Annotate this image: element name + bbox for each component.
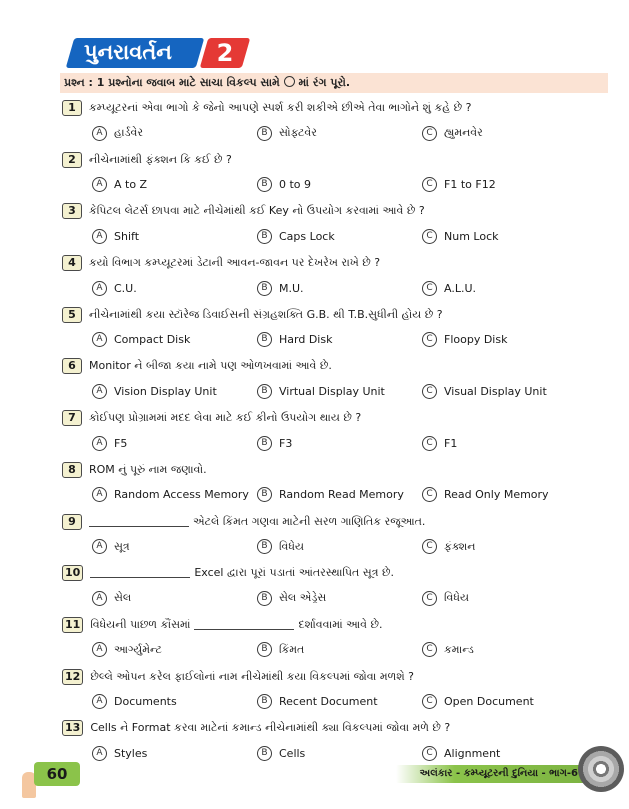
fill-blank-line bbox=[89, 517, 189, 527]
circle-icon bbox=[284, 76, 295, 87]
question-line bbox=[62, 303, 610, 327]
option-letter-circle[interactable]: B bbox=[257, 487, 272, 502]
option-choice[interactable] bbox=[92, 177, 257, 192]
question-text: નીચેનામાંથી ફંક્શન કિ કઈ છે ? bbox=[89, 152, 232, 166]
option-row bbox=[62, 275, 610, 301]
option-choice[interactable] bbox=[92, 642, 257, 657]
option-choice[interactable] bbox=[422, 332, 507, 347]
option-choice[interactable] bbox=[257, 177, 422, 192]
option-row bbox=[62, 689, 610, 715]
question-item bbox=[62, 354, 610, 406]
option-text: 0 to 9 bbox=[279, 178, 312, 192]
question-text: છેલ્લે ઓપન કરેલ ફાઈલોનાં નામ નીચેમાંથી કયા વિકલ્પમાં જોવા મળશે ? bbox=[90, 669, 415, 683]
question-item bbox=[62, 251, 610, 303]
option-choice[interactable] bbox=[257, 229, 422, 244]
option-letter-circle[interactable]: B bbox=[257, 384, 272, 399]
question-item bbox=[62, 148, 610, 200]
question-item bbox=[62, 303, 610, 355]
option-text: F3 bbox=[279, 436, 293, 450]
option-choice[interactable] bbox=[422, 591, 469, 606]
option-text: F1 bbox=[444, 436, 458, 450]
question-item bbox=[62, 96, 610, 148]
option-row bbox=[62, 172, 610, 198]
option-text: હાર્ડવેર bbox=[114, 126, 144, 139]
option-text: Documents bbox=[114, 695, 177, 709]
option-choice[interactable] bbox=[92, 332, 257, 347]
question-text: એટલે કિંમત ગણવા માટેની સરળ ગાણિતિક રજૂઆત. bbox=[193, 514, 426, 528]
option-text: Open Document bbox=[444, 695, 534, 709]
book-title-bar: અલંકાર - કમ્પ્યૂટરની દુનિયા - ભાગ-6 bbox=[396, 765, 592, 783]
page-number-tab bbox=[14, 760, 66, 788]
option-text: Alignment bbox=[444, 746, 501, 760]
option-choice[interactable] bbox=[257, 126, 422, 141]
option-text: સોફ્ટવેર bbox=[279, 126, 317, 139]
option-text: વિધેય bbox=[279, 539, 304, 553]
option-row bbox=[62, 534, 610, 560]
question-item bbox=[62, 406, 610, 458]
option-text: Compact Disk bbox=[114, 333, 191, 347]
option-letter-circle[interactable]: B bbox=[257, 694, 272, 709]
option-letter-circle[interactable]: B bbox=[257, 539, 272, 554]
option-letter-circle[interactable]: C bbox=[422, 332, 437, 347]
option-choice[interactable] bbox=[422, 177, 496, 192]
question-line bbox=[62, 199, 610, 223]
option-choice[interactable] bbox=[257, 539, 422, 554]
instruction-text: પ્રશ્ન : 1 પ્રશ્નોના જવાબ માટે સાચા વિકલ્પ સામે bbox=[64, 76, 280, 89]
option-letter-circle[interactable]: C bbox=[422, 436, 437, 451]
question-text: કયો વિભાગ કમ્પ્યૂટરમાં ડેટાની આવન-જાવન પર દેખરેખ રાખે છે ? bbox=[89, 256, 381, 270]
question-text: વિધેયની પાછળ કૌંસમાં bbox=[90, 617, 191, 631]
option-letter-circle[interactable]: A bbox=[92, 487, 107, 502]
option-text: Read Only Memory bbox=[444, 488, 549, 502]
option-text: હ્યુમનવેર bbox=[444, 126, 483, 139]
option-choice[interactable] bbox=[422, 539, 475, 554]
question-item bbox=[62, 561, 610, 613]
option-choice[interactable] bbox=[422, 642, 474, 657]
option-text: Styles bbox=[114, 746, 148, 760]
option-choice[interactable] bbox=[422, 126, 483, 141]
option-choice[interactable] bbox=[92, 694, 257, 709]
question-number: 9 bbox=[62, 514, 82, 530]
question-line bbox=[62, 613, 610, 637]
question-number: 5 bbox=[62, 307, 82, 323]
option-text: Recent Document bbox=[279, 695, 378, 709]
option-choice[interactable] bbox=[257, 487, 422, 502]
question-text: Excel દ્વારા પૂરાં પડાતાં આંતરસ્થાપિત સૂત્ર છે. bbox=[194, 566, 394, 580]
option-choice[interactable] bbox=[92, 126, 257, 141]
option-text: Random Read Memory bbox=[279, 488, 404, 502]
question-number: 1 bbox=[62, 100, 82, 116]
option-letter-circle[interactable]: A bbox=[92, 746, 107, 761]
question-line bbox=[62, 716, 610, 740]
option-letter-circle[interactable]: C bbox=[422, 384, 437, 399]
option-letter-circle[interactable]: B bbox=[257, 177, 272, 192]
option-row bbox=[62, 120, 610, 146]
option-text: A.L.U. bbox=[444, 281, 477, 295]
question-list bbox=[62, 96, 610, 768]
option-letter-circle[interactable]: B bbox=[257, 642, 272, 657]
option-letter-circle[interactable]: A bbox=[92, 229, 107, 244]
question-text: કેપિટલ લેટર્સ છાપવા માટે નીચેમાંથી કઈ Key નો ઉપયોગ કરવામાં આવે છે ? bbox=[89, 204, 425, 218]
question-number: 13 bbox=[62, 720, 83, 736]
question-number: 6 bbox=[62, 358, 82, 374]
question-number: 3 bbox=[62, 203, 82, 219]
option-letter-circle[interactable]: A bbox=[92, 177, 107, 192]
option-choice[interactable] bbox=[92, 487, 257, 502]
option-text: Shift bbox=[114, 229, 140, 243]
option-choice[interactable] bbox=[92, 229, 257, 244]
option-text: F1 to F12 bbox=[444, 178, 496, 192]
option-text: કમાન્ડ bbox=[444, 642, 474, 656]
option-text: Cells bbox=[279, 746, 306, 760]
section-banner bbox=[70, 38, 248, 68]
question-line bbox=[62, 96, 610, 120]
option-letter-circle[interactable]: C bbox=[422, 591, 437, 606]
option-choice[interactable] bbox=[257, 384, 422, 399]
option-choice[interactable] bbox=[257, 694, 422, 709]
option-text: Caps Lock bbox=[279, 229, 335, 243]
option-row bbox=[62, 740, 610, 766]
option-row bbox=[62, 482, 610, 508]
question-number: 8 bbox=[62, 462, 82, 478]
instruction-bar bbox=[60, 73, 608, 93]
question-item bbox=[62, 199, 610, 251]
option-letter-circle[interactable]: B bbox=[257, 746, 272, 761]
option-text: આર્ગ્યુમેન્ટ bbox=[114, 642, 162, 656]
option-choice[interactable] bbox=[257, 591, 422, 606]
option-letter-circle[interactable]: A bbox=[92, 539, 107, 554]
option-text: સૂત્ર bbox=[114, 539, 130, 553]
option-choice[interactable] bbox=[257, 642, 422, 657]
option-text: વિધેય bbox=[444, 591, 469, 605]
question-text-end: દર્શાવવામાં આવે છે. bbox=[298, 617, 383, 631]
option-choice[interactable] bbox=[422, 694, 534, 709]
option-row bbox=[62, 223, 610, 249]
option-choice[interactable] bbox=[92, 591, 257, 606]
option-letter-circle[interactable]: C bbox=[422, 694, 437, 709]
option-letter-circle[interactable]: B bbox=[257, 332, 272, 347]
option-choice[interactable] bbox=[92, 281, 257, 296]
option-text: Vision Display Unit bbox=[114, 384, 217, 398]
option-letter-circle[interactable]: B bbox=[257, 229, 272, 244]
option-text: C.U. bbox=[114, 281, 137, 295]
fill-blank-line bbox=[194, 620, 294, 630]
question-line bbox=[62, 406, 610, 430]
option-letter-circle[interactable]: C bbox=[422, 229, 437, 244]
option-row bbox=[62, 585, 610, 611]
question-number: 7 bbox=[62, 410, 82, 426]
question-text: Cells ને Format કરવા માટેનાં કમાન્ડ નીચેનામાંથી ક્યા વિકલ્પમાં જોવા મળે છે ? bbox=[90, 721, 451, 735]
fill-blank-line bbox=[90, 568, 190, 578]
option-letter-circle[interactable]: C bbox=[422, 539, 437, 554]
option-choice[interactable] bbox=[422, 229, 499, 244]
option-text: Floopy Disk bbox=[444, 333, 508, 347]
option-letter-circle[interactable]: B bbox=[257, 126, 272, 141]
question-number: 4 bbox=[62, 255, 82, 271]
question-line bbox=[62, 148, 610, 172]
option-choice[interactable] bbox=[257, 746, 422, 761]
question-number: 11 bbox=[62, 617, 83, 633]
option-letter-circle[interactable]: B bbox=[257, 281, 272, 296]
option-letter-circle[interactable]: A bbox=[92, 332, 107, 347]
option-letter-circle[interactable]: C bbox=[422, 281, 437, 296]
option-choice[interactable] bbox=[422, 746, 500, 761]
option-letter-circle[interactable]: A bbox=[92, 384, 107, 399]
option-choice[interactable] bbox=[257, 332, 422, 347]
option-text: Random Access Memory bbox=[114, 488, 249, 502]
option-letter-circle[interactable]: A bbox=[92, 126, 107, 141]
option-choice[interactable] bbox=[257, 436, 422, 451]
option-choice[interactable] bbox=[92, 539, 257, 554]
option-choice[interactable] bbox=[422, 436, 457, 451]
option-letter-circle[interactable]: C bbox=[422, 746, 437, 761]
option-text: સેલ એડ્રેસ bbox=[279, 591, 327, 605]
question-item bbox=[62, 716, 610, 768]
question-line bbox=[62, 510, 610, 534]
question-text: કોઈપણ પ્રોગ્રામમાં મદદ લેવા માટે કઈ કીનો ઉપયોગ થાય છે ? bbox=[89, 411, 362, 425]
option-letter-circle[interactable]: A bbox=[92, 281, 107, 296]
question-item bbox=[62, 458, 610, 510]
option-letter-circle[interactable]: A bbox=[92, 642, 107, 657]
option-choice[interactable] bbox=[92, 746, 257, 761]
option-text: કિંમત bbox=[279, 642, 305, 656]
question-number: 12 bbox=[62, 669, 83, 685]
option-letter-circle[interactable]: B bbox=[257, 436, 272, 451]
page-number: 60 bbox=[34, 762, 80, 786]
option-letter-circle[interactable]: C bbox=[422, 642, 437, 657]
question-line bbox=[62, 561, 610, 585]
question-text: Monitor ને બીજા કયા નામે પણ ઓળખવામાં આવે છે. bbox=[89, 359, 332, 373]
banner-title: પુનરાવર્તન bbox=[84, 40, 172, 64]
option-letter-circle[interactable]: A bbox=[92, 591, 107, 606]
option-letter-circle[interactable]: C bbox=[422, 177, 437, 192]
question-text: નીચેનામાંથી કયા સ્ટૉરેજ ડિવાઈસની સંગ્રહશક્તિ G.B. થી T.B.સુધીની હોય છે ? bbox=[89, 307, 443, 321]
option-letter-circle[interactable]: A bbox=[92, 694, 107, 709]
option-text: Visual Display Unit bbox=[444, 384, 547, 398]
question-line bbox=[62, 251, 610, 275]
option-choice[interactable] bbox=[257, 281, 422, 296]
question-item bbox=[62, 510, 610, 562]
option-choice[interactable] bbox=[92, 436, 257, 451]
instruction-text-end: માં રંગ પૂરો. bbox=[298, 76, 351, 89]
option-text: F5 bbox=[114, 436, 128, 450]
option-row bbox=[62, 327, 610, 353]
question-text: કમ્પ્યૂટરનાં એવા ભાગો કે જેનો આપણે સ્પર્શ કરી શકીએ છીએ તેવા ભાગોને શું કહે છે ? bbox=[89, 101, 472, 114]
option-text: સેલ bbox=[114, 591, 132, 605]
option-letter-circle[interactable]: B bbox=[257, 591, 272, 606]
option-text: ફંક્શન bbox=[444, 539, 476, 553]
option-letter-circle[interactable]: A bbox=[92, 436, 107, 451]
cd-disc-icon bbox=[578, 746, 624, 792]
option-text: Virtual Display Unit bbox=[279, 384, 385, 398]
question-item bbox=[62, 665, 610, 717]
option-row bbox=[62, 378, 610, 404]
option-row bbox=[62, 637, 610, 663]
question-number: 2 bbox=[62, 152, 82, 168]
option-letter-circle[interactable]: C bbox=[422, 126, 437, 141]
question-line bbox=[62, 665, 610, 689]
option-choice[interactable] bbox=[92, 384, 257, 399]
question-line bbox=[62, 354, 610, 378]
option-text: Num Lock bbox=[444, 229, 499, 243]
question-text: ROM નું પૂરું નામ જણાવો. bbox=[89, 462, 207, 476]
question-item bbox=[62, 613, 610, 665]
option-choice[interactable] bbox=[422, 487, 549, 502]
option-text: M.U. bbox=[279, 281, 304, 295]
question-number: 10 bbox=[62, 565, 83, 581]
banner-number: 2 bbox=[216, 39, 234, 67]
option-choice[interactable] bbox=[422, 384, 547, 399]
option-row bbox=[62, 430, 610, 456]
option-text: A to Z bbox=[114, 178, 148, 192]
question-line bbox=[62, 458, 610, 482]
banner-number-shape bbox=[200, 38, 251, 68]
option-text: Hard Disk bbox=[279, 333, 333, 347]
option-letter-circle[interactable]: C bbox=[422, 487, 437, 502]
option-choice[interactable] bbox=[422, 281, 476, 296]
